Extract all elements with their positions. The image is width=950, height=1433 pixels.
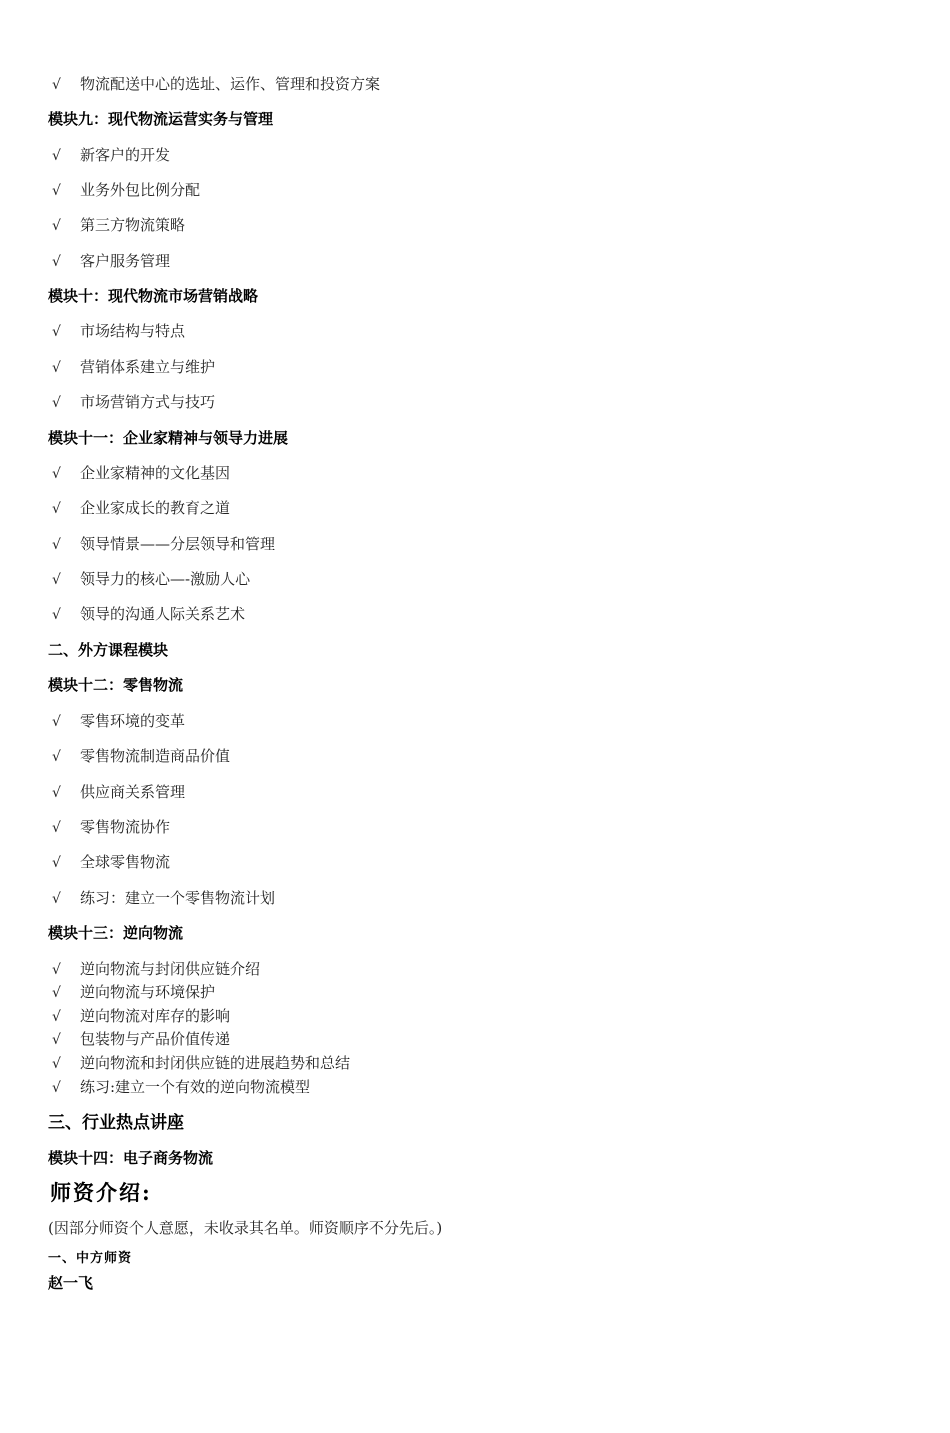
list-item <box>48 746 230 767</box>
check-mark-icon: √ <box>52 855 61 871</box>
check-mark-icon: √ <box>52 1056 61 1072</box>
module-14-heading: 模块十四：电子商务物流 <box>48 1149 214 1167</box>
check-mark-icon: √ <box>52 77 61 93</box>
list-item <box>48 534 275 555</box>
list-item <box>48 1029 230 1050</box>
list-item-text: 第三方物流策略 <box>80 216 186 234</box>
list-item <box>48 782 185 803</box>
list-item-text: 全球零售物流 <box>80 853 171 871</box>
list-item-text: 企业家精神的文化基因 <box>80 464 231 482</box>
check-mark-icon: √ <box>52 607 61 623</box>
list-item <box>48 1053 350 1074</box>
list-item-text: 领导情景——分层领导和管理 <box>80 535 276 553</box>
check-mark-icon: √ <box>52 254 61 270</box>
list-item <box>48 463 230 484</box>
list-item-text: 客户服务管理 <box>80 252 171 270</box>
list-item-text: 零售物流制造商品价值 <box>80 747 231 765</box>
list-item <box>48 1006 230 1027</box>
faculty-title: 师资介绍: <box>50 1180 152 1205</box>
check-mark-icon: √ <box>52 395 61 411</box>
list-item-text: 市场结构与特点 <box>80 322 186 340</box>
list-item <box>48 959 260 980</box>
list-item-text: 零售环境的变革 <box>80 712 186 730</box>
list-item <box>48 852 170 873</box>
list-item-text: 逆向物流对库存的影响 <box>80 1007 231 1025</box>
list-item <box>48 321 185 342</box>
module-9-heading: 模块九：现代物流运营实务与管理 <box>48 110 274 128</box>
check-mark-icon: √ <box>52 714 61 730</box>
check-mark-icon: √ <box>52 1032 61 1048</box>
list-item <box>48 817 170 838</box>
check-mark-icon: √ <box>52 785 61 801</box>
check-mark-icon: √ <box>52 962 61 978</box>
check-mark-icon: √ <box>52 1009 61 1025</box>
list-item <box>48 145 170 166</box>
section-3-heading: 三、行业热点讲座 <box>48 1113 184 1133</box>
list-item <box>48 74 380 95</box>
list-item <box>48 711 185 732</box>
faculty-subtitle: 一、中方师资 <box>48 1251 133 1266</box>
module-12-heading: 模块十二：零售物流 <box>48 676 184 694</box>
faculty-note: (因部分师资个人意愿，未收录其名单。师资顺序不分先后。) <box>48 1219 443 1237</box>
list-item-text: 逆向物流与封闭供应链介绍 <box>80 960 261 978</box>
list-item-text: 练习：建立一个零售物流计划 <box>80 889 276 907</box>
list-item-text: 企业家成长的教育之道 <box>80 499 231 517</box>
module-10-heading: 模块十：现代物流市场营销战略 <box>48 287 259 305</box>
list-item-text: 包装物与产品价值传递 <box>80 1030 231 1048</box>
module-11-heading: 模块十一：企业家精神与领导力进展 <box>48 429 289 447</box>
list-item <box>48 982 215 1003</box>
check-mark-icon: √ <box>52 537 61 553</box>
list-item-text: 业务外包比例分配 <box>80 181 201 199</box>
list-item <box>48 251 170 272</box>
list-item-text: 市场营销方式与技巧 <box>80 393 216 411</box>
list-item-text: 逆向物流和封闭供应链的进展趋势和总结 <box>80 1054 351 1072</box>
list-item <box>48 215 185 236</box>
check-mark-icon: √ <box>52 324 61 340</box>
list-item <box>48 180 200 201</box>
list-item-text: 逆向物流与环境保护 <box>80 983 216 1001</box>
check-mark-icon: √ <box>52 218 61 234</box>
check-mark-icon: √ <box>52 466 61 482</box>
check-mark-icon: √ <box>52 183 61 199</box>
module-13-heading: 模块十三：逆向物流 <box>48 924 184 942</box>
section-2-heading: 二、外方课程模块 <box>48 641 169 659</box>
list-item-text: 物流配送中心的选址、运作、管理和投资方案 <box>80 75 381 93</box>
check-mark-icon: √ <box>52 985 61 1001</box>
list-item-text: 领导的沟通人际关系艺术 <box>80 605 246 623</box>
list-item <box>48 888 275 909</box>
list-item-text: 练习:建立一个有效的逆向物流模型 <box>80 1078 311 1096</box>
list-item-text: 领导力的核心—-激励人心 <box>80 570 251 588</box>
list-item-text: 营销体系建立与维护 <box>80 358 216 376</box>
check-mark-icon: √ <box>52 820 61 836</box>
check-mark-icon: √ <box>52 1080 61 1096</box>
list-item <box>48 498 230 519</box>
list-item <box>48 1077 310 1098</box>
check-mark-icon: √ <box>52 749 61 765</box>
check-mark-icon: √ <box>52 891 61 907</box>
faculty-name: 赵一飞 <box>48 1274 94 1292</box>
list-item-text: 供应商关系管理 <box>80 783 186 801</box>
list-item <box>48 357 215 378</box>
list-item <box>48 569 250 590</box>
check-mark-icon: √ <box>52 360 61 376</box>
list-item-text: 新客户的开发 <box>80 146 171 164</box>
list-item <box>48 392 215 413</box>
check-mark-icon: √ <box>52 501 61 517</box>
check-mark-icon: √ <box>52 572 61 588</box>
list-item-text: 零售物流协作 <box>80 818 171 836</box>
check-mark-icon: √ <box>52 148 61 164</box>
list-item <box>48 604 245 625</box>
